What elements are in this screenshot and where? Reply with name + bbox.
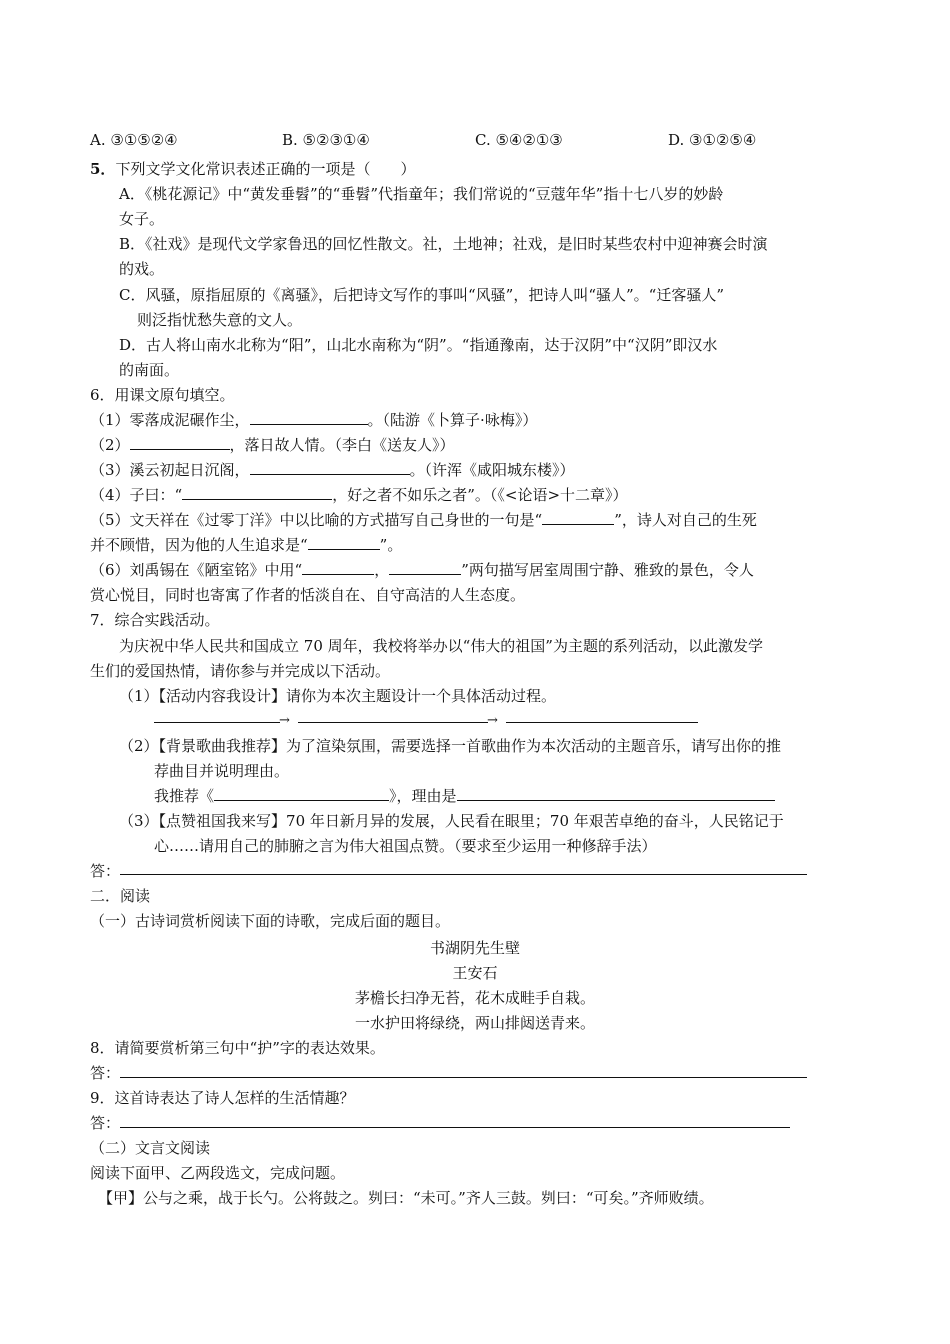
q6-6-text-c: ”两句描写居室周围宁静、雅致的景色，令人	[461, 561, 754, 579]
q6-6-blank-2[interactable]	[389, 558, 461, 575]
poem-line-1: 茅檐长扫净无苔，花木成畦手自栽。	[354, 989, 595, 1007]
q7-part3-line1: （3）【点赞祖国我来写】70 年日新月异的发展，人民看在眼里；70 年艰苦卓绝的奋斗，人民铭记于	[119, 812, 784, 830]
activity-step-2-blank[interactable]	[298, 722, 488, 723]
q6-1-text-a: （1）零落成泥碾作尘，	[90, 411, 250, 429]
q6-4-blank[interactable]	[182, 483, 332, 500]
poem-title: 书湖阴先生壁	[429, 939, 520, 957]
q6-2-blank[interactable]	[130, 433, 230, 450]
activity-step-1-blank[interactable]	[154, 722, 280, 723]
q7-answer-label: 答：	[90, 862, 121, 880]
classical-reading-intro: 阅读下面甲、乙两段选文，完成问题。	[90, 1164, 346, 1182]
q6-5-blank-2[interactable]	[308, 533, 380, 550]
q5-option-b-line1: B．《社戏》是现代文学家鲁迅的回忆性散文。社，土地神；社戏，是旧时某些农村中迎神赛会时演	[119, 235, 768, 253]
q7-intro-line1: 为庆祝中华人民共和国成立 70 周年，我校将举办以“伟大的祖国”为主题的系列活动，以此激发学	[119, 637, 763, 655]
q5-option-d-line2: 的南面。	[119, 361, 180, 379]
q7-part3-line2: 心……请用自己的肺腑之言为伟大祖国点赞。（要求至少运用一种修辞手法）	[154, 837, 657, 855]
q6-3-blank[interactable]	[250, 458, 410, 475]
q7-part2-line1: （2）【背景歌曲我推荐】为了渲染氛围，需要选择一首歌曲作为本次活动的主题音乐，请写出你的推	[119, 737, 782, 755]
q6-4-text-b: ，好之者不如乐之者”。（《<论语>十二章》）	[332, 486, 628, 504]
q7-intro-line2: 生们的爱国热情，请你参与并完成以下活动。	[90, 662, 391, 680]
q7-stem: 7．综合实践活动。	[90, 611, 220, 629]
q6-item-5-line2	[90, 533, 402, 558]
section-2-part1-title: （一）古诗词赏析阅读下面的诗歌，完成后面的题目。	[90, 912, 451, 930]
section-2-part2-title: （二）文言文阅读	[90, 1139, 211, 1157]
poem-line-2: 一水护田将绿绕，两山排闼送青来。	[354, 1014, 595, 1032]
q6-item-2	[90, 433, 455, 458]
reason-blank[interactable]	[457, 784, 775, 801]
q6-item-4	[90, 483, 628, 508]
q7-part2-line2: 荐曲目并说明理由。	[154, 762, 290, 780]
poem-author: 王安石	[452, 964, 498, 982]
q8-answer-line[interactable]	[120, 1077, 807, 1078]
section-2-title: 二．阅读	[90, 887, 151, 905]
q7-answer-line[interactable]	[120, 874, 807, 875]
q5-option-d-line1: D．古人将山南水北称为“阳”，山北水南称为“阴”。“指通豫南，达于汉阴”中“汉阴”即汉水	[119, 336, 718, 354]
q6-item-1	[90, 408, 537, 433]
q6-5-blank-1[interactable]	[542, 508, 614, 525]
q6-6-text-b: ，	[374, 561, 390, 579]
q4-option-d: D. ③①②⑤④	[668, 131, 757, 149]
q5-option-b-line2: 的戏。	[119, 260, 165, 278]
q4-option-b: B. ⑤②③①④	[282, 131, 370, 149]
q5-number: 5．	[90, 160, 116, 178]
q8-stem: 8．请简要赏析第三句中“护”字的表达效果。	[90, 1039, 385, 1057]
q6-item-3	[90, 458, 575, 483]
q6-6-text-a: （6）刘禹锡在《陋室铭》中用“	[90, 561, 303, 579]
q9-answer-label: 答：	[90, 1114, 121, 1132]
q6-2-text-b: ，落日故人情。（李白《送友人》）	[229, 436, 455, 454]
q9-stem: 9．这首诗表达了诗人怎样的生活情趣？	[90, 1089, 355, 1107]
q7-part1: （1）【活动内容我设计】请你为本次主题设计一个具体活动过程。	[119, 687, 557, 705]
passage-jia: 【甲】公与之乘，战于长勺。公将鼓之。刿曰：“未可。”齐人三鼓。刿曰：“可矣。”齐师败绩。	[98, 1189, 714, 1207]
reason-label: 》，理由是	[389, 787, 457, 805]
q6-item-5-line1	[90, 508, 757, 533]
q6-stem: 6．用课文原句填空。	[90, 386, 235, 404]
q5-stem	[90, 157, 415, 182]
q4-option-a: A. ③①⑤②④	[90, 131, 178, 149]
q8-answer-label: 答：	[90, 1064, 121, 1082]
q6-5-text-c: 并不顾惜，因为他的人生追求是“	[90, 536, 308, 554]
q6-3-text-b: 。（许浑《咸阳城东楼》）	[409, 461, 575, 479]
q6-item-6-line1	[90, 558, 754, 583]
arrow-right-icon: →	[487, 713, 498, 728]
q6-1-blank[interactable]	[250, 408, 368, 425]
q6-2-text-a: （2）	[90, 436, 130, 454]
q5-stem-text: 下列文学文化常识表述正确的一项是（ ）	[115, 160, 416, 178]
q6-5-text-b: ”，诗人对自己的生死	[614, 511, 757, 529]
q9-answer-line[interactable]	[120, 1127, 790, 1128]
q6-5-text-d: ”。	[379, 536, 403, 554]
q5-option-a-line2: 女子。	[119, 210, 165, 228]
q6-6-blank-1[interactable]	[302, 558, 374, 575]
song-title-blank[interactable]	[214, 784, 389, 801]
q6-1-text-b: 。（陆游《卜算子·咏梅》）	[367, 411, 538, 429]
q5-option-a-line1: A．《桃花源记》中“黄发垂髫”的“垂髫”代指童年；我们常说的“豆蔻年华”指十七八岁的妙龄	[119, 185, 724, 203]
activity-step-3-blank[interactable]	[506, 722, 698, 723]
q5-option-c-line1: C．风骚，原指屈原的《离骚》，后把诗文写作的事叫“风骚”，把诗人叫“骚人”。“迁客骚人”	[119, 286, 724, 304]
q6-item-6-line2: 赏心悦目，同时也寄寓了作者的恬淡自在、自守高洁的人生态度。	[90, 586, 526, 604]
q7-part2-line3	[154, 784, 775, 809]
q6-3-text-a: （3）溪云初起日沉阁，	[90, 461, 250, 479]
recommend-label: 我推荐《	[154, 787, 215, 805]
q5-option-c-line2: 则泛指忧愁失意的文人。	[137, 311, 303, 329]
q6-5-text-a: （5）文天祥在《过零丁洋》中以比喻的方式描写自己身世的一句是“	[90, 511, 543, 529]
arrow-right-icon: →	[279, 713, 290, 728]
q4-option-c: C. ⑤④②①③	[475, 131, 563, 149]
q6-4-text-a: （4）子曰：“	[90, 486, 183, 504]
